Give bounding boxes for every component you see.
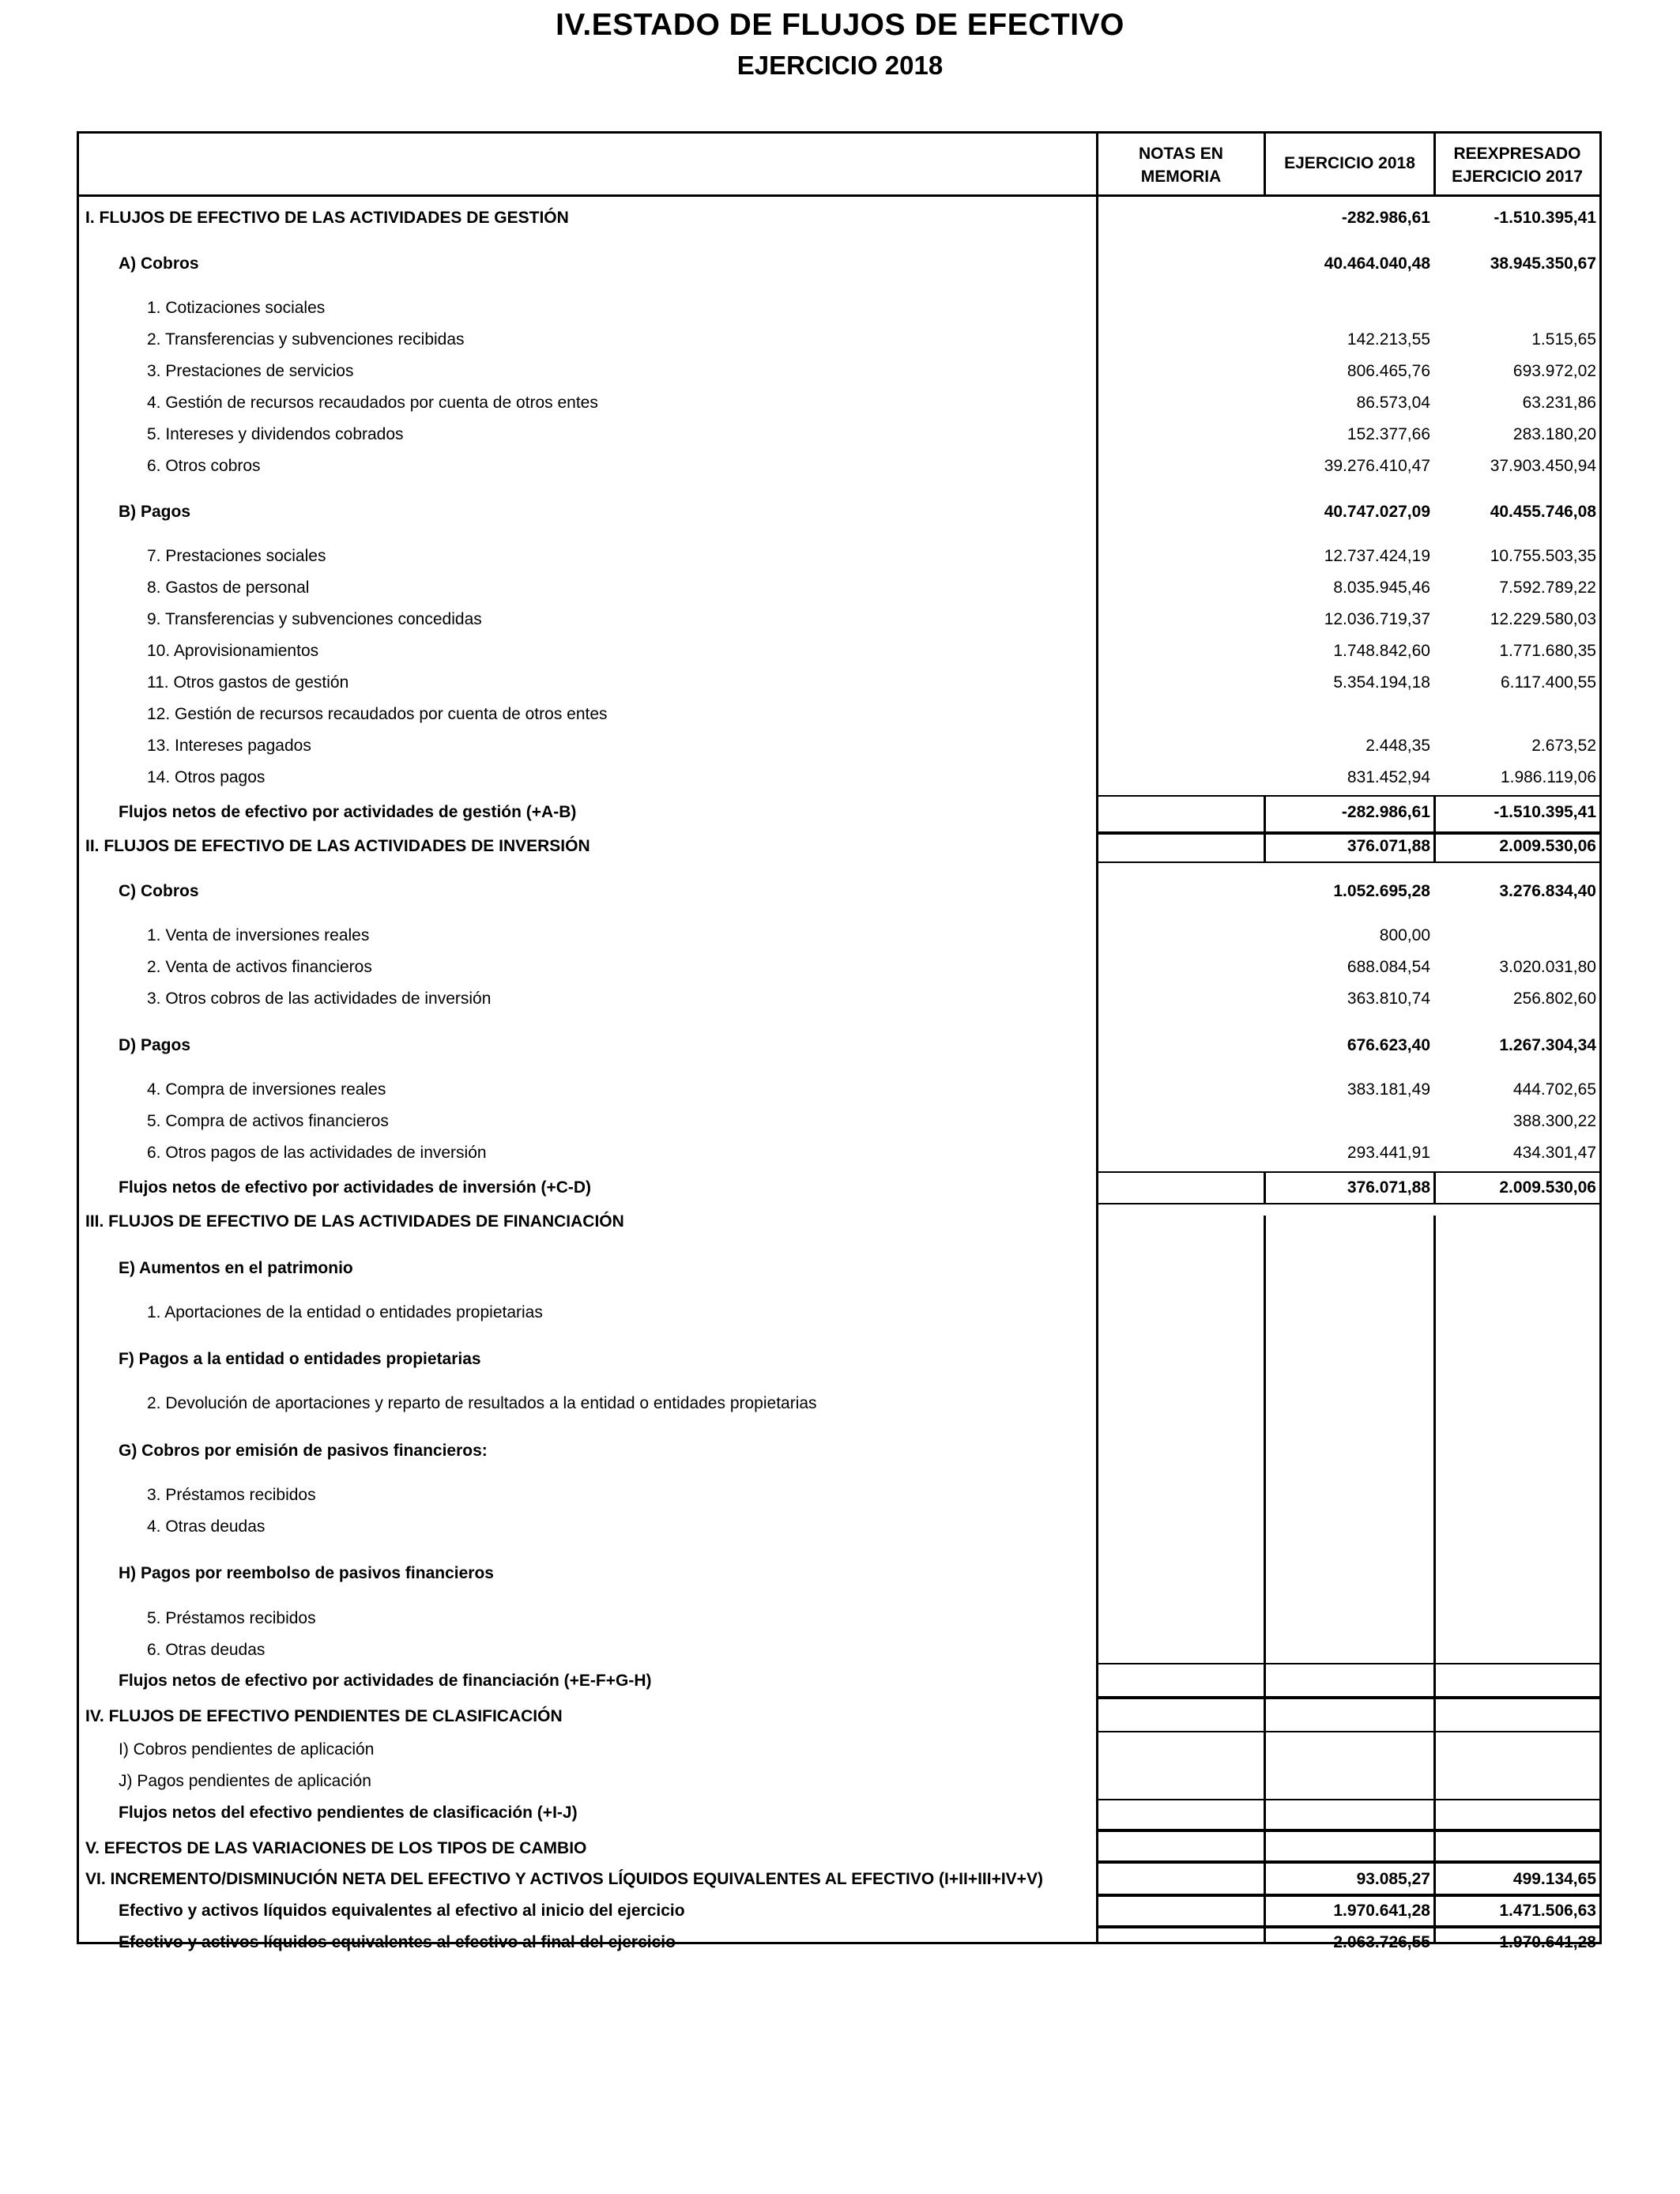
row-label: 4. Compra de inversiones reales (147, 1080, 386, 1099)
cell-box (1096, 833, 1266, 863)
cell-box (1096, 1862, 1266, 1895)
value-2017: 1.986.119,06 (1500, 768, 1596, 786)
row-label: Flujos netos del efectivo pendientes de clasificación (+I-J) (119, 1804, 578, 1822)
cell-box (1264, 1698, 1436, 1732)
value-2018: 8.035.945,46 (1333, 579, 1430, 597)
cell-box (1264, 1799, 1436, 1830)
value-2018: 806.465,76 (1347, 362, 1430, 380)
value-2018: 12.036.719,37 (1324, 610, 1430, 628)
value-2017: 2.009.530,06 (1499, 1178, 1596, 1197)
row-label: F) Pagos a la entidad o entidades propietarias (119, 1350, 481, 1368)
row-label: 3. Otros cobros de las actividades de inversión (147, 990, 492, 1008)
cell-box (1264, 833, 1436, 863)
value-2017: 499.134,65 (1512, 1870, 1596, 1888)
value-2018: 383.181,49 (1347, 1080, 1430, 1099)
cell-box (1096, 1698, 1266, 1732)
value-2018: 39.276.410,47 (1324, 457, 1430, 475)
value-2017: 40.455.746,08 (1490, 503, 1596, 521)
row-label: 7. Prestaciones sociales (147, 547, 326, 565)
value-2017: 434.301,47 (1512, 1144, 1596, 1162)
cell-box (1264, 795, 1436, 833)
value-2018: 1.748.842,60 (1333, 642, 1430, 660)
value-2018: -282.986,61 (1341, 803, 1430, 821)
header-reexpresado: REEXPRESADO EJERCICIO 2017 (1452, 145, 1583, 186)
value-2017: 1.471.506,63 (1499, 1902, 1596, 1920)
value-2018: 363.810,74 (1347, 990, 1430, 1008)
cell-box (1096, 1663, 1266, 1698)
value-2018: 40.747.027,09 (1324, 503, 1430, 521)
value-2017: 2.009.530,06 (1499, 837, 1596, 855)
value-2017: 256.802,60 (1512, 990, 1596, 1008)
value-2017: 63.231,86 (1522, 394, 1596, 412)
row-label: 11. Otros gastos de gestión (147, 673, 349, 692)
cell-box (1264, 1862, 1436, 1895)
value-2017: 10.755.503,35 (1490, 547, 1596, 565)
row-label: 14. Otros pagos (147, 768, 266, 786)
value-2017: 388.300,22 (1512, 1112, 1596, 1130)
row-label: V. EFECTOS DE LAS VARIACIONES DE LOS TIPOS DE CAMBIO (85, 1839, 587, 1857)
value-2017: 283.180,20 (1512, 425, 1596, 443)
cell-box (1096, 1895, 1266, 1927)
cell-box (1433, 833, 1602, 863)
value-2017: 1.771.680,35 (1499, 642, 1596, 660)
value-2018: -282.986,61 (1341, 209, 1430, 227)
row-label: III. FLUJOS DE EFECTIVO DE LAS ACTIVIDADES DE FINANCIACIÓN (85, 1212, 624, 1231)
row-label: Efectivo y activos líquidos equivalentes al efectivo al inicio del ejercicio (119, 1902, 685, 1920)
cell-box (1433, 795, 1602, 833)
cell-box (1264, 1927, 1436, 1944)
value-2018: 1.052.695,28 (1333, 882, 1430, 900)
value-2018: 1.970.641,28 (1333, 1902, 1430, 1920)
row-label: H) Pagos por reembolso de pasivos financieros (119, 1564, 494, 1582)
row-label: B) Pagos (119, 503, 191, 521)
value-2018: 688.084,54 (1347, 958, 1430, 976)
value-2018: 676.623,40 (1347, 1036, 1430, 1054)
row-label: 6. Otros pagos de las actividades de inversión (147, 1144, 487, 1162)
cell-box (1433, 1895, 1602, 1927)
row-label: 1. Aportaciones de la entidad o entidades propietarias (147, 1303, 543, 1321)
value-2017: 37.903.450,94 (1490, 457, 1596, 475)
page-title: IV.ESTADO DE FLUJOS DE EFECTIVO (556, 8, 1124, 42)
value-2017: 3.020.031,80 (1499, 958, 1596, 976)
row-label: I. FLUJOS DE EFECTIVO DE LAS ACTIVIDADES DE GESTIÓN (85, 209, 569, 227)
value-2017: 7.592.789,22 (1499, 579, 1596, 597)
row-label: 8. Gastos de personal (147, 579, 310, 597)
cell-box (1264, 1895, 1436, 1927)
value-2018: 831.452,94 (1347, 768, 1430, 786)
value-2018: 376.071,88 (1347, 837, 1430, 855)
row-label: 4. Gestión de recursos recaudados por cuenta de otros entes (147, 394, 598, 412)
value-2017: 444.702,65 (1512, 1080, 1596, 1099)
cell-box (1433, 1830, 1602, 1862)
row-label: E) Aumentos en el patrimonio (119, 1259, 353, 1277)
value-2017: 2.673,52 (1531, 737, 1596, 755)
row-label: I) Cobros pendientes de aplicación (119, 1740, 375, 1759)
row-label: 3. Préstamos recibidos (147, 1486, 316, 1504)
row-label: 5. Préstamos recibidos (147, 1609, 316, 1627)
row-label: 10. Aprovisionamientos (147, 642, 319, 660)
value-2017: -1.510.395,41 (1494, 209, 1596, 227)
row-label: J) Pagos pendientes de aplicación (119, 1772, 371, 1790)
row-label: G) Cobros por emisión de pasivos financieros: (119, 1442, 488, 1460)
row-label: Flujos netos de efectivo por actividades de inversión (+C-D) (119, 1178, 592, 1197)
row-label: Flujos netos de efectivo por actividades de gestión (+A-B) (119, 803, 577, 821)
row-label: 1. Venta de inversiones reales (147, 926, 370, 944)
value-2018: 293.441,91 (1347, 1144, 1430, 1162)
cell-box (1096, 1171, 1266, 1204)
row-label: D) Pagos (119, 1036, 191, 1054)
value-2017: 1.970.641,28 (1499, 1933, 1596, 1951)
value-2018: 40.464.040,48 (1324, 254, 1430, 273)
row-label: 6. Otras deudas (147, 1641, 266, 1659)
cell-box (1433, 1927, 1602, 1944)
header-divider (77, 194, 1602, 197)
value-2017: -1.510.395,41 (1494, 803, 1596, 821)
cell-box (1433, 1663, 1602, 1698)
row-label: 5. Intereses y dividendos cobrados (147, 425, 404, 443)
cell-box (1096, 1830, 1266, 1862)
row-label: 12. Gestión de recursos recaudados por cuenta de otros entes (147, 705, 608, 723)
row-label: 13. Intereses pagados (147, 737, 311, 755)
row-label: 9. Transferencias y subvenciones concedidas (147, 610, 482, 628)
page-subtitle: EJERCICIO 2018 (736, 51, 944, 80)
value-2017: 3.276.834,40 (1499, 882, 1596, 900)
cell-box (1433, 1171, 1602, 1204)
value-2018: 2.448,35 (1365, 737, 1430, 755)
value-2018: 142.213,55 (1347, 330, 1430, 349)
value-2018: 5.354.194,18 (1333, 673, 1430, 692)
header-ejercicio: EJERCICIO 2018 (1284, 154, 1415, 172)
value-2018: 800,00 (1379, 926, 1430, 944)
row-label: 3. Prestaciones de servicios (147, 362, 354, 380)
row-label: 6. Otros cobros (147, 457, 261, 475)
cell-box (1264, 1663, 1436, 1698)
value-2017: 1.515,65 (1531, 330, 1596, 349)
cell-box (1433, 1799, 1602, 1830)
value-2018: 12.737.424,19 (1324, 547, 1430, 565)
value-2017: 6.117.400,55 (1500, 673, 1596, 692)
cell-box (1264, 1830, 1436, 1862)
row-label: Flujos netos de efectivo por actividades de financiación (+E-F+G-H) (119, 1672, 652, 1690)
value-2017: 693.972,02 (1512, 362, 1596, 380)
header-notas: NOTAS EN MEMORIA (1139, 145, 1223, 186)
cell-box (1264, 1171, 1436, 1204)
row-label: Efectivo y activos líquidos equivalentes al efectivo al final del ejercicio (119, 1933, 676, 1951)
value-2017: 1.267.304,34 (1499, 1036, 1596, 1054)
row-label: 2. Devolución de aportaciones y reparto de resultados a la entidad o entidades propietarias (147, 1394, 817, 1412)
cell-box (1096, 1799, 1266, 1830)
row-label: 1. Cotizaciones sociales (147, 299, 326, 317)
row-label: 5. Compra de activos financieros (147, 1112, 389, 1130)
value-2017: 12.229.580,03 (1490, 610, 1596, 628)
value-2018: 152.377,66 (1347, 425, 1430, 443)
value-2017: 38.945.350,67 (1490, 254, 1596, 273)
cell-box (1096, 795, 1266, 833)
cell-box (1433, 1698, 1602, 1732)
value-2018: 86.573,04 (1356, 394, 1430, 412)
row-label: C) Cobros (119, 882, 199, 900)
value-2018: 376.071,88 (1347, 1178, 1430, 1197)
cell-box (1433, 1862, 1602, 1895)
row-label: II. FLUJOS DE EFECTIVO DE LAS ACTIVIDADES DE INVERSIÓN (85, 837, 590, 855)
row-label: IV. FLUJOS DE EFECTIVO PENDIENTES DE CLASIFICACIÓN (85, 1707, 563, 1725)
value-2018: 2.063.726,55 (1333, 1933, 1430, 1951)
row-label: 2. Transferencias y subvenciones recibidas (147, 330, 465, 349)
cash-flow-table (77, 131, 1602, 1951)
row-label: A) Cobros (119, 254, 199, 273)
cell-box (1096, 1927, 1266, 1944)
value-2018: 93.085,27 (1356, 1870, 1430, 1888)
row-label: 2. Venta de activos financieros (147, 958, 372, 976)
row-label: 4. Otras deudas (147, 1517, 266, 1536)
row-label: VI. INCREMENTO/DISMINUCIÓN NETA DEL EFECTIVO Y ACTIVOS LÍQUIDOS EQUIVALENTES AL EFECTIVO (I+II+III+IV+V) (85, 1870, 1043, 1888)
